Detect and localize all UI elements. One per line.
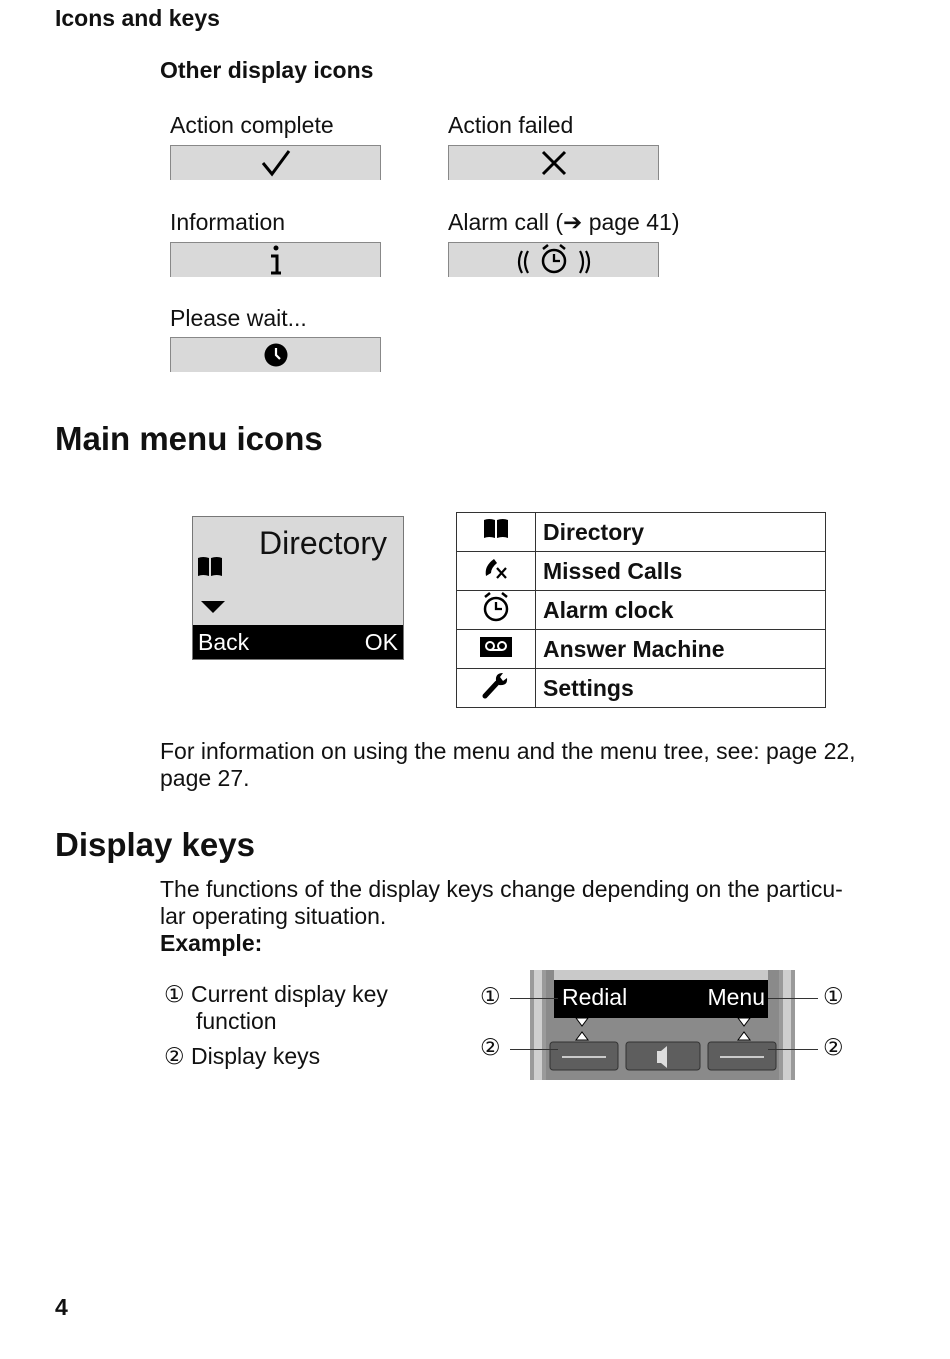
menu-info-line-2: page 27. — [160, 765, 250, 791]
icon-cell — [457, 669, 536, 708]
callout-marker-1-left: ① — [480, 983, 501, 1009]
legend-item-1 — [164, 981, 388, 1035]
action-failed-label: Action failed — [448, 112, 574, 138]
answer-machine-icon — [480, 637, 512, 657]
alarm-call-text: Alarm call ( — [448, 209, 564, 235]
table-row — [457, 552, 826, 591]
other-icons-title: Other display icons — [160, 57, 374, 83]
main-menu-screen — [192, 516, 404, 660]
callout-marker-2-right: ② — [823, 1034, 844, 1060]
information-label: Information — [170, 209, 286, 235]
legend-text-1b: function — [196, 1008, 277, 1034]
display-keys-line-2: lar operating situation. — [160, 903, 387, 929]
menu-label-directory: Directory — [536, 513, 826, 552]
section-header: Icons and keys — [55, 5, 220, 31]
legend-text-1a: Current display key — [191, 981, 388, 1007]
screen-softkey-bar — [193, 625, 403, 659]
please-wait-label: Please wait... — [170, 305, 307, 331]
wait-clock-icon — [263, 342, 289, 368]
callout-line — [510, 1049, 558, 1050]
book-icon — [483, 517, 509, 541]
menu-label-settings: Settings — [536, 669, 826, 708]
example-label: Example: — [160, 930, 263, 956]
page-number: 4 — [55, 1294, 68, 1320]
alarm-clock-icon — [481, 592, 511, 622]
menu-info-line-1: For information on using the menu and the menu tree, see: page 22, — [160, 738, 856, 764]
legend-item-2 — [164, 1043, 320, 1070]
info-icon — [268, 244, 284, 276]
callout-line — [768, 1049, 818, 1050]
checkmark-icon — [260, 148, 292, 178]
menu-label-missed-calls: Missed Calls — [536, 552, 826, 591]
redial-softkey[interactable]: Redial — [562, 984, 628, 1010]
screen-title: Directory — [258, 525, 387, 561]
alarm-call-page-ref[interactable]: page 41) — [588, 209, 680, 235]
callout-marker-1-right: ① — [823, 983, 844, 1009]
icon-cell — [457, 591, 536, 630]
main-menu-title: Main menu icons — [55, 420, 323, 457]
legend-text-2: Display keys — [191, 1043, 321, 1069]
action-complete-display — [170, 145, 381, 180]
icon-cell — [457, 552, 536, 591]
menu-info-paragraph — [160, 738, 900, 792]
ok-softkey[interactable]: OK — [364, 628, 398, 655]
missed-call-icon — [482, 556, 510, 580]
book-icon — [197, 555, 223, 579]
arrow-right-icon: ➔ — [563, 209, 583, 235]
information-display — [170, 242, 381, 277]
alarm-call-icon — [514, 243, 594, 277]
legend-marker-2: ② — [164, 1043, 185, 1069]
action-failed-display — [448, 145, 659, 180]
icon-cell — [457, 513, 536, 552]
down-arrow-icon — [201, 601, 225, 615]
callout-line — [768, 998, 818, 999]
please-wait-display — [170, 337, 381, 372]
icon-cell — [457, 630, 536, 669]
action-complete-label: Action complete — [170, 112, 334, 138]
table-row — [457, 669, 826, 708]
display-keys-line-1: The functions of the display keys change depending on the particu- — [160, 876, 843, 902]
wrench-icon — [482, 671, 510, 699]
alarm-call-label — [448, 209, 680, 236]
table-row — [457, 513, 826, 552]
menu-label-alarm-clock: Alarm clock — [536, 591, 826, 630]
legend-marker-1: ① — [164, 981, 185, 1007]
callout-marker-2-left: ② — [480, 1034, 501, 1060]
display-keys-title: Display keys — [55, 826, 255, 863]
callout-line — [510, 998, 558, 999]
display-keys-illustration — [530, 970, 795, 1080]
back-softkey[interactable]: Back — [198, 628, 250, 655]
alarm-call-display — [448, 242, 659, 277]
display-keys-paragraph — [160, 876, 900, 957]
table-row — [457, 630, 826, 669]
menu-softkey[interactable]: Menu — [707, 984, 765, 1010]
table-row — [457, 591, 826, 630]
menu-icon-table — [456, 512, 826, 708]
menu-label-answer-machine: Answer Machine — [536, 630, 826, 669]
x-icon — [540, 149, 568, 177]
